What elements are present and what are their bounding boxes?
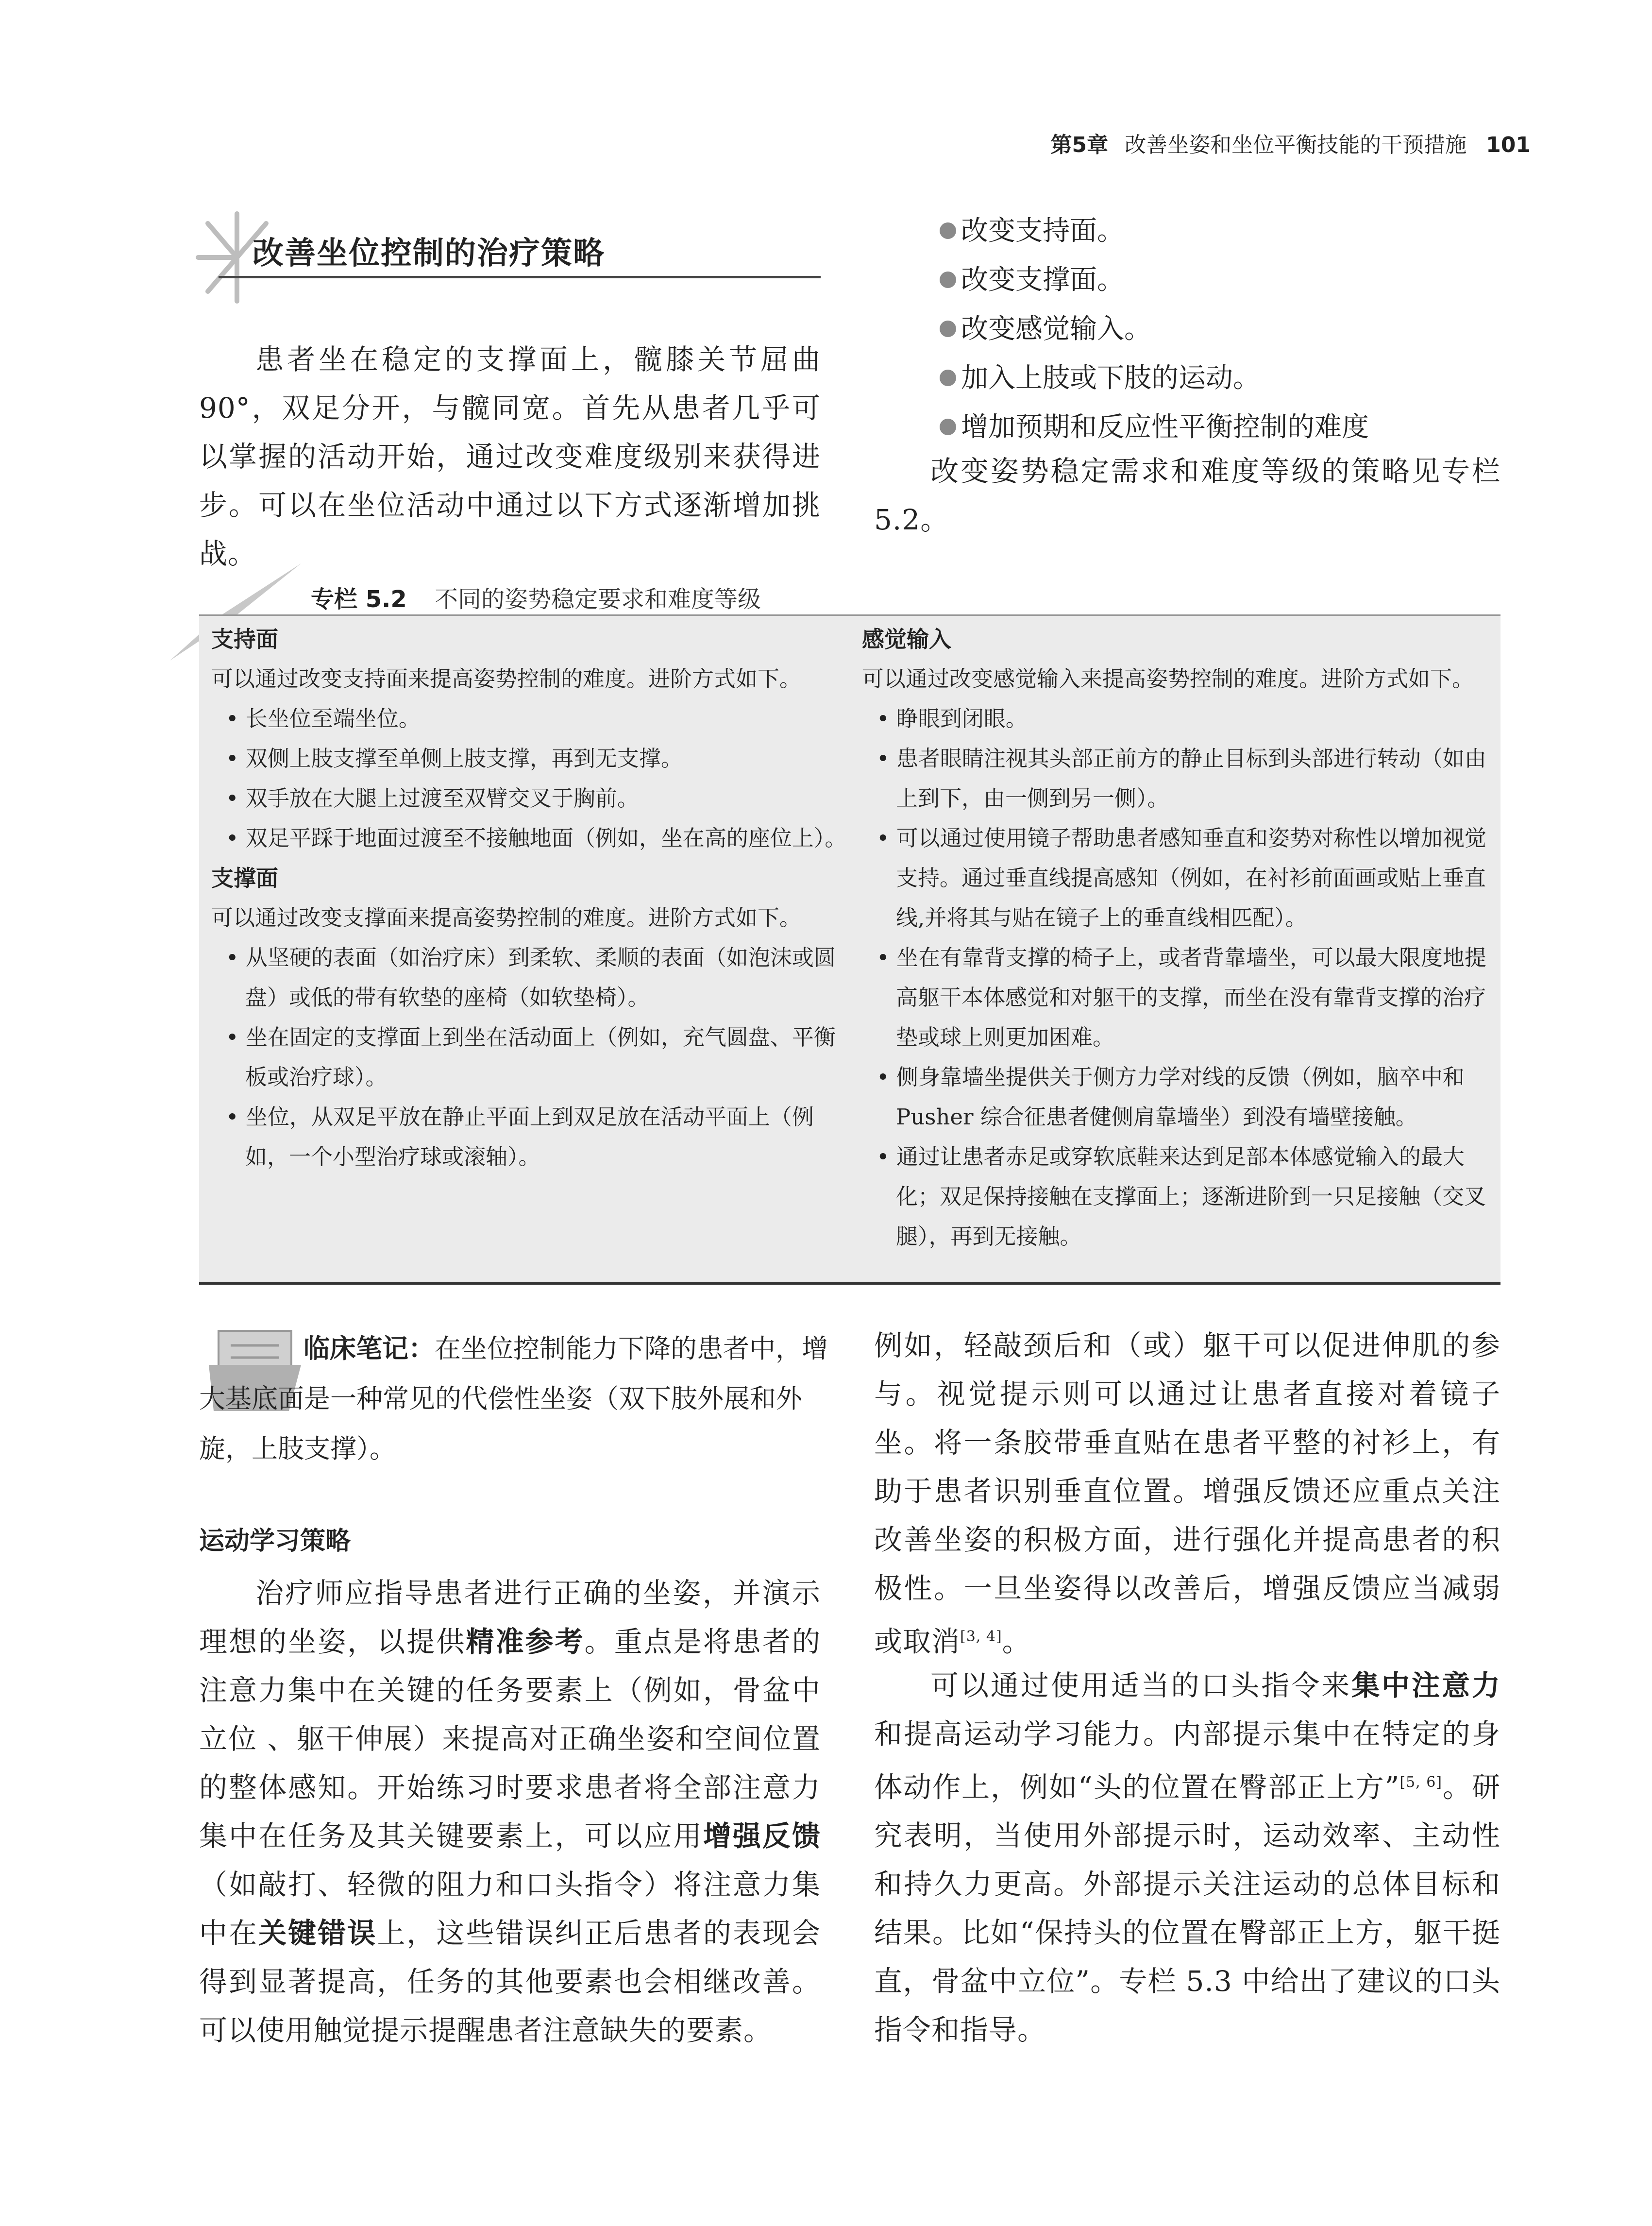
box-intro-sensory: 可以通过改变感觉输入来提高姿势控制的难度。进阶方式如下。: [862, 666, 1474, 692]
text-run: 治疗师应指导患者进行正确的坐姿，并演示理想的坐姿，以提供: [199, 1577, 821, 1658]
text-run: 可以通过使用适当的口头指令来: [930, 1669, 1352, 1702]
text-run: 。重点是将患者的注意力集中在关键的任务要素上（例如，骨盆中立位 、躯干伸展）来提高对正确坐姿和空间位置的整体感知。开始练习时要求患者将全部注意力集中在任务及其关键要素上，可以应用: [199, 1625, 821, 1852]
box-heading-sensory: 感觉输入: [862, 626, 951, 652]
box-number: 专栏 5.2: [311, 586, 407, 613]
list-item: • 坐位，从双足平放在静止平面上到双足放在活动平面上（例如，一个小型治疗球或滚轴）。: [211, 1097, 847, 1177]
list-item: • 患者眼睛注视其头部正前方的静止目标到头部进行转动（如由上到下，由一侧到另一侧）。: [862, 739, 1491, 818]
list-item: • 双手放在大腿上过渡至双臂交叉于胸前。: [211, 779, 847, 818]
section-rule: [219, 276, 821, 278]
chapter-label: 第5章: [1050, 133, 1109, 157]
list-item: • 坐在固定的支撑面上到坐在活动面上（例如，充气圆盘、平衡板或治疗球）。: [211, 1018, 847, 1097]
intro-paragraph: 患者坐在稳定的支撑面上，髋膝关节屈曲90°，双足分开，与髋同宽。首先从患者几乎可以掌握的活动开始，通过改变难度级别来获得进步。可以在坐位活动中通过以下方式逐渐增加挑战。: [199, 343, 821, 570]
list-item: 改变感觉输入。: [940, 305, 1369, 354]
list-item: • 从坚硬的表面（如治疗床）到柔软、柔顺的表面（如泡沫或圆盘）或低的带有软垫的座椅（如软垫椅）。: [211, 938, 847, 1018]
box-heading-support: 支持面: [211, 626, 278, 652]
list-item: 改变支持面。: [940, 206, 1369, 255]
text-run: 上，这些错误纠正后患者的表现会得到显著提高，任务的其他要素也会相继改善。可以使用触觉提示提醒患者注意缺失的要素。: [199, 1917, 821, 2047]
box-heading-base: 支撑面: [211, 865, 278, 891]
box-list-sensory: [862, 699, 1491, 1257]
list-item: • 长坐位至端坐位。: [211, 699, 847, 739]
list-item: • 睁眼到闭眼。: [862, 699, 1491, 739]
text-run: 例如，轻敲颈后和（或）躯干可以促进伸肌的参与。视觉提示则可以通过让患者直接对着镜子坐。将一条胶带垂直贴在患者平整的衬衫上，有助于患者识别垂直位置。增强反馈还应重点关注改善坐姿的积极方面，进行强化并提高患者的积极性。一旦坐姿得以改善后，增强反馈应当减弱或取消: [874, 1329, 1500, 1658]
clinical-note-label: 临床笔记：: [303, 1333, 435, 1364]
box-left-column: [211, 619, 847, 1177]
text-run: 和提高运动学习能力。内部提示集中在特定的身体动作上，例如“头的位置在臀部正上方”: [874, 1717, 1500, 1804]
box-intro-base: 可以通过改变支撑面来提高姿势控制的难度。进阶方式如下。: [211, 905, 802, 931]
motor-learning-paragraph: [199, 1569, 821, 2055]
box-title: 不同的姿势稳定要求和难度等级: [435, 586, 761, 613]
clinical-note: [199, 1324, 830, 1474]
text-run: 。: [1002, 1625, 1031, 1658]
emphasis-critical-errors: 关键错误: [258, 1917, 377, 1950]
text-run: 。研究表明，当使用外部提示时，运动效率、主动性和持久力更高。外部提示关注运动的总体目标和结果。比如“保持头的位置在臀部正上方，躯干挺直，骨盆中立位”。专栏 5.3 中给出了建议的口头指令和指导。: [874, 1770, 1500, 2047]
emphasis-focus-attention: 集中注意力: [1351, 1669, 1500, 1702]
strategy-bullet-list: [940, 206, 1369, 452]
citation: [5, 6]: [1399, 1774, 1442, 1791]
list-item: 加入上肢或下肢的运动。: [940, 354, 1369, 403]
box-intro-support: 可以通过改变支持面来提高姿势控制的难度。进阶方式如下。: [211, 666, 802, 692]
citation: [3, 4]: [960, 1628, 1002, 1645]
box-right-column: [862, 619, 1491, 1257]
box-list-base: [211, 938, 847, 1177]
motor-learning-heading: 运动学习策略: [199, 1527, 351, 1556]
list-item: • 侧身靠墙坐提供关于侧方力学对线的反馈（例如，脑卒中和 Pusher 综合征患者健侧肩靠墙坐）到没有墙壁接触。: [862, 1057, 1491, 1137]
box-reference-paragraph: 改变姿势稳定需求和难度等级的策略见专栏 5.2。: [874, 455, 1500, 536]
clinical-note-text: 在坐位控制能力下降的患者中，增大基底面是一种常见的代偿性坐姿（双下肢外展和外旋，上肢支撑）。: [199, 1333, 828, 1464]
list-item: 改变支撑面。: [940, 255, 1369, 305]
right-column-paragraph-2: [874, 1661, 1500, 2054]
right-column-paragraph-1: [874, 1321, 1500, 1665]
text-run: （如敲打、轻微的阻力和口头指令）将注意力集中在: [199, 1868, 821, 1950]
box-list-support: [211, 699, 847, 858]
box-top-rule: [199, 614, 1500, 616]
list-item: • 通过让患者赤足或穿软底鞋来达到足部本体感觉输入的最大化；双足保持接触在支撑面上；逐渐进阶到一只足接触（交叉腿），再到无接触。: [862, 1137, 1491, 1257]
running-header: [1051, 127, 1531, 158]
list-item: • 可以通过使用镜子帮助患者感知垂直和姿势对称性以增加视觉支持。通过垂直线提高感知（例如，在衬衫前面画或贴上垂直线,并将其与贴在镜子上的垂直线相匹配）。: [862, 818, 1491, 938]
list-item: • 坐在有靠背支撑的椅子上，或者背靠墙坐，可以最大限度地提高躯干本体感觉和对躯干的支撑，而坐在没有靠背支撑的治疗垫或球上则更加困难。: [862, 938, 1491, 1057]
page-number: 101: [1486, 133, 1531, 157]
section-heading: 改善坐位控制的治疗策略: [253, 235, 605, 272]
list-item: • 双侧上肢支撑至单侧上肢支撑，再到无支撑。: [211, 739, 847, 779]
chapter-title: 改善坐姿和坐位平衡技能的干预措施: [1125, 133, 1467, 157]
emphasis-precise-reference: 精准参考: [466, 1625, 585, 1658]
list-item: • 双足平踩于地面过渡至不接触地面（例如，坐在高的座位上）。: [211, 818, 847, 858]
list-item: 增加预期和反应性平衡控制的难度: [940, 403, 1369, 452]
emphasis-augmented-feedback: 增强反馈: [703, 1819, 821, 1852]
